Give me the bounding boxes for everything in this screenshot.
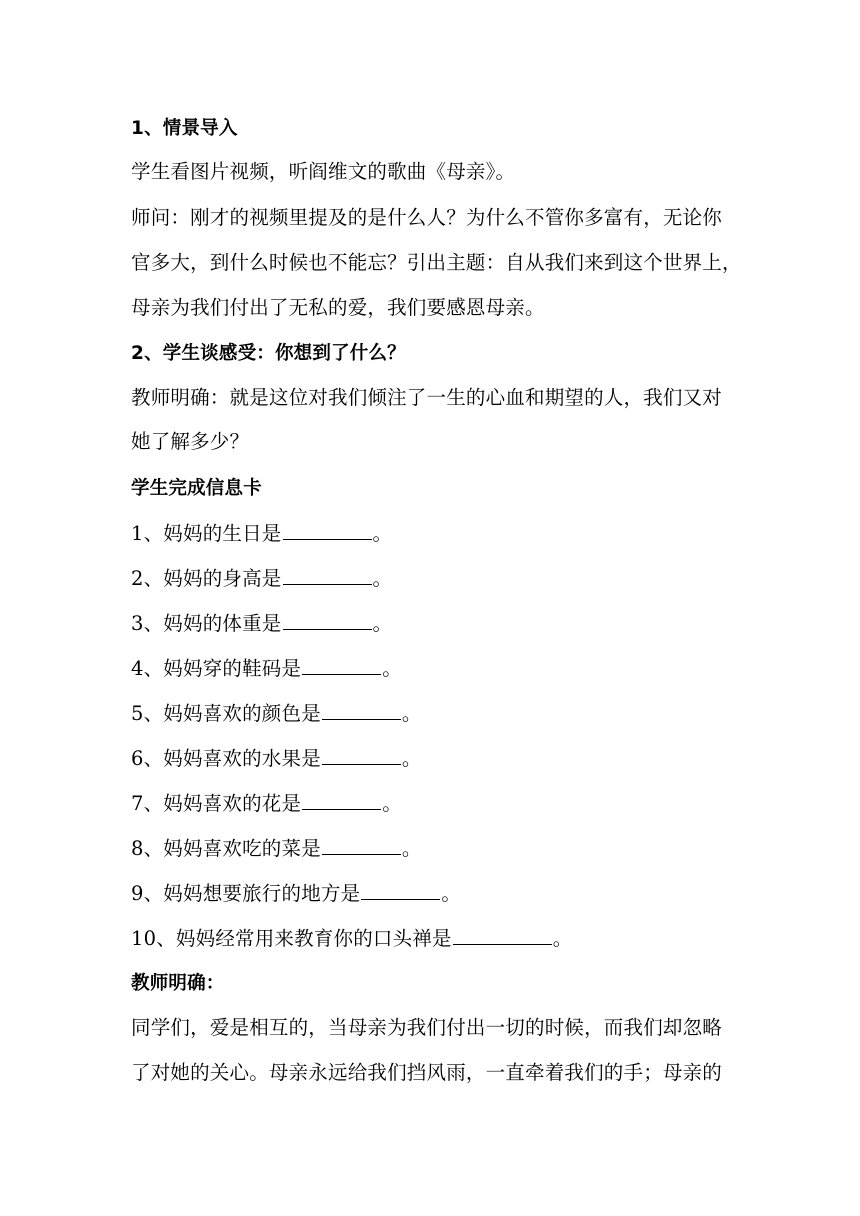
info-card-item-end: 。 xyxy=(441,882,462,905)
section-heading-info-card: 学生完成信息卡 xyxy=(131,478,262,499)
fill-in-blank[interactable] xyxy=(283,566,372,585)
info-card-item xyxy=(131,836,751,861)
info-card-item-end: 。 xyxy=(382,657,402,680)
paragraph-video-song: 学生看图片视频，听阎维文的歌曲《母亲》。 xyxy=(131,160,516,183)
info-card-item-text: 8、妈妈喜欢吃的菜是 xyxy=(131,837,321,860)
info-card-item-end: 。 xyxy=(372,612,393,635)
info-card-item xyxy=(131,926,751,951)
info-card-item-text: 7、妈妈喜欢的花是 xyxy=(131,792,302,815)
info-card-item xyxy=(131,791,751,816)
fill-in-blank[interactable] xyxy=(361,881,440,900)
info-card-item-end: 。 xyxy=(401,747,422,770)
info-card-item-text: 9、妈妈想要旅行的地方是 xyxy=(131,882,361,905)
paragraph-closing-line-1: 同学们，爱是相互的，当母亲为我们付出一切的时候，而我们却忽略 xyxy=(131,1016,723,1039)
info-card-item xyxy=(131,611,751,636)
fill-in-blank[interactable] xyxy=(283,611,372,630)
paragraph-teacher-question-line-2: 官多大，到什么时候也不能忘？引出主题：自从我们来到这个世界上， xyxy=(131,251,742,274)
info-card-item-end: 。 xyxy=(552,927,573,950)
section-heading-scene-intro: 1、情景导入 xyxy=(131,118,238,139)
info-card-item xyxy=(131,521,751,546)
fill-in-blank[interactable] xyxy=(322,701,401,720)
info-card-item-end: 。 xyxy=(382,792,402,815)
info-card-item-text: 3、妈妈的体重是 xyxy=(131,612,282,635)
paragraph-closing-line-2: 了对她的关心。母亲永远给我们挡风雨，一直牵着我们的手；母亲的 xyxy=(131,1061,723,1084)
info-card-item xyxy=(131,701,751,726)
fill-in-blank[interactable] xyxy=(322,746,401,765)
paragraph-teacher-clarify-line-1: 教师明确：就是这位对我们倾注了一生的心血和期望的人，我们又对 xyxy=(131,386,723,409)
paragraph-teacher-question-line-3: 母亲为我们付出了无私的爱，我们要感恩母亲。 xyxy=(131,296,545,319)
info-card-item-text: 1、妈妈的生日是 xyxy=(131,522,282,545)
fill-in-blank[interactable] xyxy=(453,926,552,945)
info-card-item-text: 6、妈妈喜欢的水果是 xyxy=(131,747,321,770)
fill-in-blank[interactable] xyxy=(302,656,381,675)
info-card-item-end: 。 xyxy=(372,522,393,545)
info-card-item xyxy=(131,656,751,681)
info-card-item-text: 10、妈妈经常用来教育你的口头禅是 xyxy=(131,927,452,950)
info-card-item-text: 2、妈妈的身高是 xyxy=(131,567,282,590)
info-card-item-end: 。 xyxy=(372,567,393,590)
section-heading-student-feelings: 2、学生谈感受：你想到了什么？ xyxy=(131,343,406,364)
fill-in-blank[interactable] xyxy=(283,521,372,540)
paragraph-teacher-clarify-line-2: 她了解多少？ xyxy=(131,430,250,453)
fill-in-blank[interactable] xyxy=(302,791,381,810)
info-card-item-end: 。 xyxy=(401,702,422,725)
info-card-item xyxy=(131,746,751,771)
info-card-item-text: 5、妈妈喜欢的颜色是 xyxy=(131,702,321,725)
fill-in-blank[interactable] xyxy=(322,836,401,855)
info-card-item xyxy=(131,566,751,591)
info-card-item-text: 4、妈妈穿的鞋码是 xyxy=(131,657,302,680)
paragraph-teacher-question-line-1: 师问：刚才的视频里提及的是什么人？为什么不管你多富有，无论你 xyxy=(131,206,723,229)
info-card-item xyxy=(131,881,751,906)
info-card-item-end: 。 xyxy=(401,837,422,860)
section-heading-teacher-clarify: 教师明确： xyxy=(131,973,225,994)
